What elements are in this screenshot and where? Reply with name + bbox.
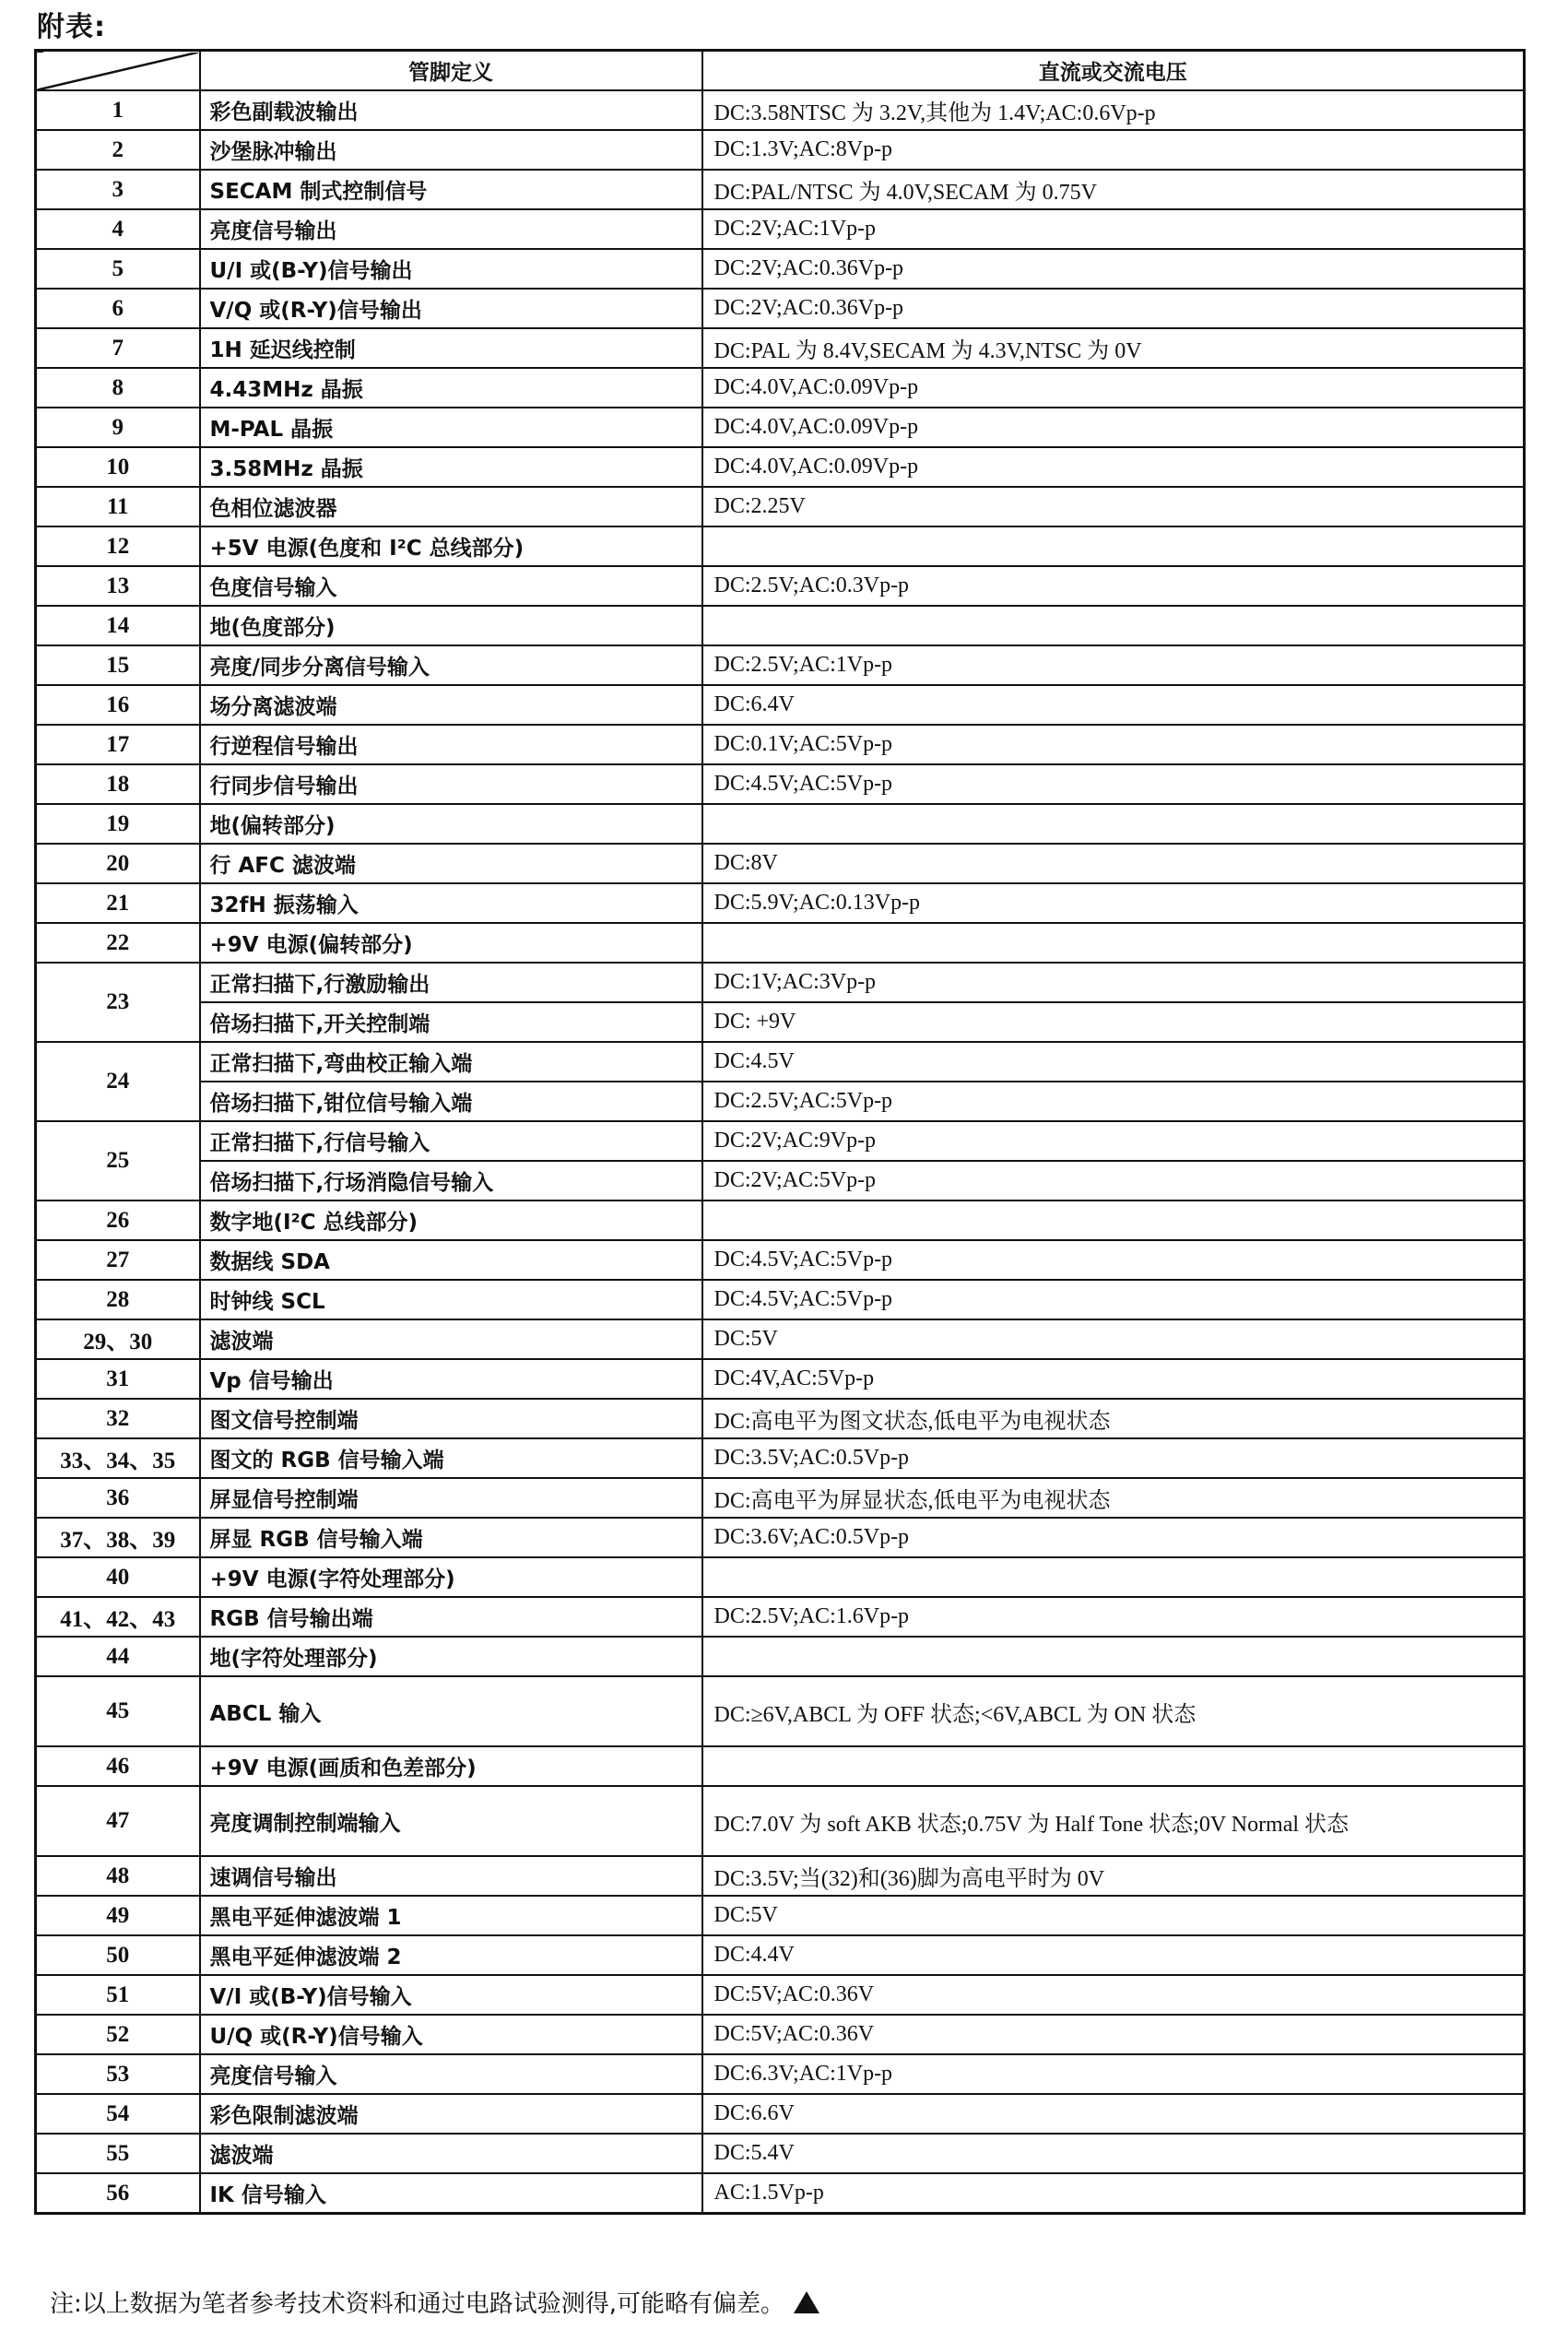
pin-voltage: DC:8V <box>702 844 1525 883</box>
table-row <box>36 130 1525 170</box>
pin-number: 20 <box>36 844 200 883</box>
pin-definition: +9V 电源(字符处理部分) <box>200 1557 702 1597</box>
pin-voltage: DC:4.0V,AC:0.09Vp-p <box>702 447 1525 487</box>
pin-voltage: DC:高电平为屏显状态,低电平为电视状态 <box>702 1478 1525 1518</box>
pin-number: 27 <box>36 1240 200 1280</box>
table-header-row <box>36 51 1525 91</box>
table-row <box>36 1975 1525 2015</box>
pin-number: 53 <box>36 2054 200 2094</box>
table-body <box>36 90 1525 2214</box>
pin-number: 1 <box>36 90 200 130</box>
pin-definition: 彩色副载波输出 <box>200 90 702 130</box>
pin-number: 24 <box>36 1042 200 1121</box>
pin-number: 32 <box>36 1399 200 1438</box>
pin-definition: ABCL 输入 <box>200 1676 702 1746</box>
table-row <box>36 1637 1525 1676</box>
pin-definition: 数据线 SDA <box>200 1240 702 1280</box>
pin-voltage: DC:2V;AC:0.36Vp-p <box>702 289 1525 328</box>
table-row <box>36 1319 1525 1359</box>
pin-voltage: DC:高电平为图文状态,低电平为电视状态 <box>702 1399 1525 1438</box>
pin-voltage <box>702 606 1525 645</box>
pin-voltage: DC:4.5V;AC:5Vp-p <box>702 1280 1525 1319</box>
pin-voltage <box>702 923 1525 963</box>
pin-number: 3 <box>36 170 200 209</box>
pin-definition: 3.58MHz 晶振 <box>200 447 702 487</box>
table-row <box>36 1935 1525 1975</box>
table-row <box>36 566 1525 606</box>
pin-number: 8 <box>36 368 200 408</box>
table-row <box>36 844 1525 883</box>
pin-voltage: DC:5V <box>702 1896 1525 1935</box>
pin-number: 22 <box>36 923 200 963</box>
table-row <box>36 209 1525 249</box>
pin-voltage: DC:2V;AC:5Vp-p <box>702 1161 1525 1200</box>
pin-number: 41、42、43 <box>36 1597 200 1637</box>
pin-number: 54 <box>36 2094 200 2134</box>
table-row <box>36 1856 1525 1896</box>
pin-voltage: DC:4.0V,AC:0.09Vp-p <box>702 368 1525 408</box>
table-row <box>36 1746 1525 1786</box>
pin-voltage <box>702 526 1525 566</box>
table-row <box>36 764 1525 804</box>
pin-voltage: DC:4.5V;AC:5Vp-p <box>702 1240 1525 1280</box>
pin-number: 4 <box>36 209 200 249</box>
pin-definition: 屏显 RGB 信号输入端 <box>200 1518 702 1557</box>
pin-definition: 1H 延迟线控制 <box>200 328 702 368</box>
pin-definition: 地(色度部分) <box>200 606 702 645</box>
pin-voltage: DC:3.58NTSC 为 3.2V,其他为 1.4V;AC:0.6Vp-p <box>702 90 1525 130</box>
pin-voltage: DC:2V;AC:9Vp-p <box>702 1121 1525 1161</box>
pin-definition: 正常扫描下,行信号输入 <box>200 1121 702 1161</box>
pin-number: 5 <box>36 249 200 289</box>
pin-number: 28 <box>36 1280 200 1319</box>
table-row <box>36 1161 1525 1200</box>
pin-definition: 亮度/同步分离信号输入 <box>200 645 702 685</box>
pin-number: 7 <box>36 328 200 368</box>
pin-definition: V/Q 或(R-Y)信号输出 <box>200 289 702 328</box>
pin-definition: 时钟线 SCL <box>200 1280 702 1319</box>
table-row <box>36 1896 1525 1935</box>
pin-voltage: DC:4V,AC:5Vp-p <box>702 1359 1525 1399</box>
table-row <box>36 725 1525 764</box>
table-row <box>36 447 1525 487</box>
pin-definition: 亮度信号输入 <box>200 2054 702 2094</box>
pin-voltage: DC:2.5V;AC:5Vp-p <box>702 1082 1525 1121</box>
pin-voltage: DC:4.5V <box>702 1042 1525 1082</box>
pin-voltage: DC:2.5V;AC:1.6Vp-p <box>702 1597 1525 1637</box>
pin-number: 45 <box>36 1676 200 1746</box>
pin-definition: 亮度信号输出 <box>200 209 702 249</box>
pin-definition: 速调信号输出 <box>200 1856 702 1896</box>
pin-definition: 倍场扫描下,行场消隐信号输入 <box>200 1161 702 1200</box>
pin-number: 14 <box>36 606 200 645</box>
pin-number: 40 <box>36 1557 200 1597</box>
pin-definition: 行同步信号输出 <box>200 764 702 804</box>
table-row <box>36 328 1525 368</box>
pin-voltage: DC:2.25V <box>702 487 1525 526</box>
pin-definition: 黑电平延伸滤波端 2 <box>200 1935 702 1975</box>
pin-voltage: DC:5.9V;AC:0.13Vp-p <box>702 883 1525 923</box>
table-row <box>36 963 1525 1002</box>
pin-definition: 32fH 振荡输入 <box>200 883 702 923</box>
pin-definition: U/I 或(B-Y)信号输出 <box>200 249 702 289</box>
pin-number: 23 <box>36 963 200 1042</box>
table-row <box>36 1121 1525 1161</box>
pin-voltage: DC:2V;AC:1Vp-p <box>702 209 1525 249</box>
pin-definition: 行逆程信号输出 <box>200 725 702 764</box>
pin-voltage: DC:6.3V;AC:1Vp-p <box>702 2054 1525 2094</box>
pin-voltage: DC:2.5V;AC:0.3Vp-p <box>702 566 1525 606</box>
pin-number: 25 <box>36 1121 200 1200</box>
table-row <box>36 487 1525 526</box>
table-row <box>36 368 1525 408</box>
pin-number: 49 <box>36 1896 200 1935</box>
pin-voltage: DC:6.6V <box>702 2094 1525 2134</box>
pin-definition: 正常扫描下,行激励输出 <box>200 963 702 1002</box>
table-row <box>36 606 1525 645</box>
table-row <box>36 526 1525 566</box>
pin-voltage: DC:5V <box>702 1319 1525 1359</box>
table-row <box>36 2094 1525 2134</box>
table-row <box>36 1359 1525 1399</box>
pin-number: 13 <box>36 566 200 606</box>
pin-definition: 场分离滤波端 <box>200 685 702 725</box>
table-row <box>36 645 1525 685</box>
pin-definition: RGB 信号输出端 <box>200 1597 702 1637</box>
pin-voltage: DC:5V;AC:0.36V <box>702 1975 1525 2015</box>
pin-definition: +9V 电源(画质和色差部分) <box>200 1746 702 1786</box>
pin-number: 55 <box>36 2134 200 2173</box>
pin-definition: +9V 电源(偏转部分) <box>200 923 702 963</box>
pin-voltage: DC:7.0V 为 soft AKB 状态;0.75V 为 Half Tone 状态;0V Normal 状态 <box>702 1786 1525 1856</box>
pin-definition: 图文的 RGB 信号输入端 <box>200 1438 702 1478</box>
table-row <box>36 2173 1525 2214</box>
table-row <box>36 2134 1525 2173</box>
table-row <box>36 1200 1525 1240</box>
pin-number: 12 <box>36 526 200 566</box>
pin-voltage: DC:3.5V;当(32)和(36)脚为高电平时为 0V <box>702 1856 1525 1896</box>
table-row <box>36 1786 1525 1856</box>
pin-definition: 行 AFC 滤波端 <box>200 844 702 883</box>
pin-number: 26 <box>36 1200 200 1240</box>
pin-voltage <box>702 804 1525 844</box>
table-row <box>36 2015 1525 2054</box>
pin-definition: 倍场扫描下,开关控制端 <box>200 1002 702 1042</box>
table-row <box>36 408 1525 447</box>
pin-voltage: AC:1.5Vp-p <box>702 2173 1525 2214</box>
pin-definition: 图文信号控制端 <box>200 1399 702 1438</box>
pin-voltage: DC:1.3V;AC:8Vp-p <box>702 130 1525 170</box>
pin-definition: 屏显信号控制端 <box>200 1478 702 1518</box>
table-row <box>36 1399 1525 1438</box>
pin-number: 18 <box>36 764 200 804</box>
table-row <box>36 1597 1525 1637</box>
pin-number: 17 <box>36 725 200 764</box>
pin-number: 29、30 <box>36 1319 200 1359</box>
pin-number: 21 <box>36 883 200 923</box>
pin-definition: 地(字符处理部分) <box>200 1637 702 1676</box>
pin-voltage: DC:1V;AC:3Vp-p <box>702 963 1525 1002</box>
pin-definition: M-PAL 晶振 <box>200 408 702 447</box>
pin-definition: 滤波端 <box>200 2134 702 2173</box>
table-row <box>36 1557 1525 1597</box>
pin-definition: +5V 电源(色度和 I²C 总线部分) <box>200 526 702 566</box>
pin-definition: V/I 或(B-Y)信号输入 <box>200 1975 702 2015</box>
pin-table <box>34 49 1526 2215</box>
pin-definition: 沙堡脉冲输出 <box>200 130 702 170</box>
pin-voltage: DC:2.5V;AC:1Vp-p <box>702 645 1525 685</box>
pin-number: 15 <box>36 645 200 685</box>
pin-voltage: DC:4.0V,AC:0.09Vp-p <box>702 408 1525 447</box>
pin-definition: 色相位滤波器 <box>200 487 702 526</box>
pin-number: 44 <box>36 1637 200 1676</box>
pin-number: 11 <box>36 487 200 526</box>
pin-voltage <box>702 1557 1525 1597</box>
table-row <box>36 1676 1525 1746</box>
header-pin-definition: 管脚定义 <box>200 51 702 91</box>
pin-definition: 彩色限制滤波端 <box>200 2094 702 2134</box>
pin-number: 6 <box>36 289 200 328</box>
pin-definition: U/Q 或(R-Y)信号输入 <box>200 2015 702 2054</box>
footnote-text: 注:以上数据为笔者参考技术资料和通过电路试验测得,可能略有偏差。 <box>50 2290 785 2318</box>
pin-voltage: DC:5V;AC:0.36V <box>702 2015 1525 2054</box>
pin-definition: 亮度调制控制端输入 <box>200 1786 702 1856</box>
table-row <box>36 1438 1525 1478</box>
triangle-end-mark-icon <box>794 2291 819 2313</box>
table-row <box>36 1042 1525 1082</box>
table-row <box>36 90 1525 130</box>
pin-voltage: DC:3.5V;AC:0.5Vp-p <box>702 1438 1525 1478</box>
pin-number: 51 <box>36 1975 200 2015</box>
pin-voltage: DC:4.5V;AC:5Vp-p <box>702 764 1525 804</box>
table-row <box>36 883 1525 923</box>
pin-voltage: DC:6.4V <box>702 685 1525 725</box>
pin-definition: 数字地(I²C 总线部分) <box>200 1200 702 1240</box>
pin-number: 19 <box>36 804 200 844</box>
pin-definition: 地(偏转部分) <box>200 804 702 844</box>
table-row <box>36 2054 1525 2094</box>
pin-definition: 滤波端 <box>200 1319 702 1359</box>
table-row <box>36 804 1525 844</box>
pin-number: 10 <box>36 447 200 487</box>
pin-definition: 黑电平延伸滤波端 1 <box>200 1896 702 1935</box>
pin-voltage <box>702 1200 1525 1240</box>
pin-definition: 倍场扫描下,钳位信号输入端 <box>200 1082 702 1121</box>
footnote <box>50 2285 819 2319</box>
table-row <box>36 170 1525 209</box>
table-row <box>36 289 1525 328</box>
table-row <box>36 1478 1525 1518</box>
pin-voltage: DC:PAL 为 8.4V,SECAM 为 4.3V,NTSC 为 0V <box>702 328 1525 368</box>
table-row <box>36 249 1525 289</box>
pin-voltage: DC:2V;AC:0.36Vp-p <box>702 249 1525 289</box>
pin-definition: 色度信号输入 <box>200 566 702 606</box>
pin-definition: 正常扫描下,弯曲校正输入端 <box>200 1042 702 1082</box>
table-row <box>36 1082 1525 1121</box>
pin-voltage: DC: +9V <box>702 1002 1525 1042</box>
header-voltage: 直流或交流电压 <box>702 51 1525 91</box>
pin-number: 16 <box>36 685 200 725</box>
pin-number: 50 <box>36 1935 200 1975</box>
pin-number: 31 <box>36 1359 200 1399</box>
pin-voltage: DC:PAL/NTSC 为 4.0V,SECAM 为 0.75V <box>702 170 1525 209</box>
pin-number: 56 <box>36 2173 200 2214</box>
diagonal-corner-cell <box>36 51 200 91</box>
table-row <box>36 1002 1525 1042</box>
table-row <box>36 1280 1525 1319</box>
pin-definition: IK 信号输入 <box>200 2173 702 2214</box>
pin-number: 47 <box>36 1786 200 1856</box>
pin-voltage <box>702 1746 1525 1786</box>
table-row <box>36 685 1525 725</box>
pin-voltage: DC:≥6V,ABCL 为 OFF 状态;<6V,ABCL 为 ON 状态 <box>702 1676 1525 1746</box>
pin-voltage: DC:5.4V <box>702 2134 1525 2173</box>
pin-definition: 4.43MHz 晶振 <box>200 368 702 408</box>
pin-number: 36 <box>36 1478 200 1518</box>
table-row <box>36 1518 1525 1557</box>
pin-voltage <box>702 1637 1525 1676</box>
pin-number: 9 <box>36 408 200 447</box>
pin-number: 2 <box>36 130 200 170</box>
pin-voltage: DC:3.6V;AC:0.5Vp-p <box>702 1518 1525 1557</box>
page-title: 附表: <box>37 11 106 43</box>
pin-voltage: DC:0.1V;AC:5Vp-p <box>702 725 1525 764</box>
pin-number: 52 <box>36 2015 200 2054</box>
pin-definition: SECAM 制式控制信号 <box>200 170 702 209</box>
pin-definition: Vp 信号输出 <box>200 1359 702 1399</box>
pin-number: 37、38、39 <box>36 1518 200 1557</box>
table-row <box>36 1240 1525 1280</box>
pin-number: 46 <box>36 1746 200 1786</box>
pin-number: 48 <box>36 1856 200 1896</box>
pin-voltage: DC:4.4V <box>702 1935 1525 1975</box>
table-row <box>36 923 1525 963</box>
pin-number: 33、34、35 <box>36 1438 200 1478</box>
